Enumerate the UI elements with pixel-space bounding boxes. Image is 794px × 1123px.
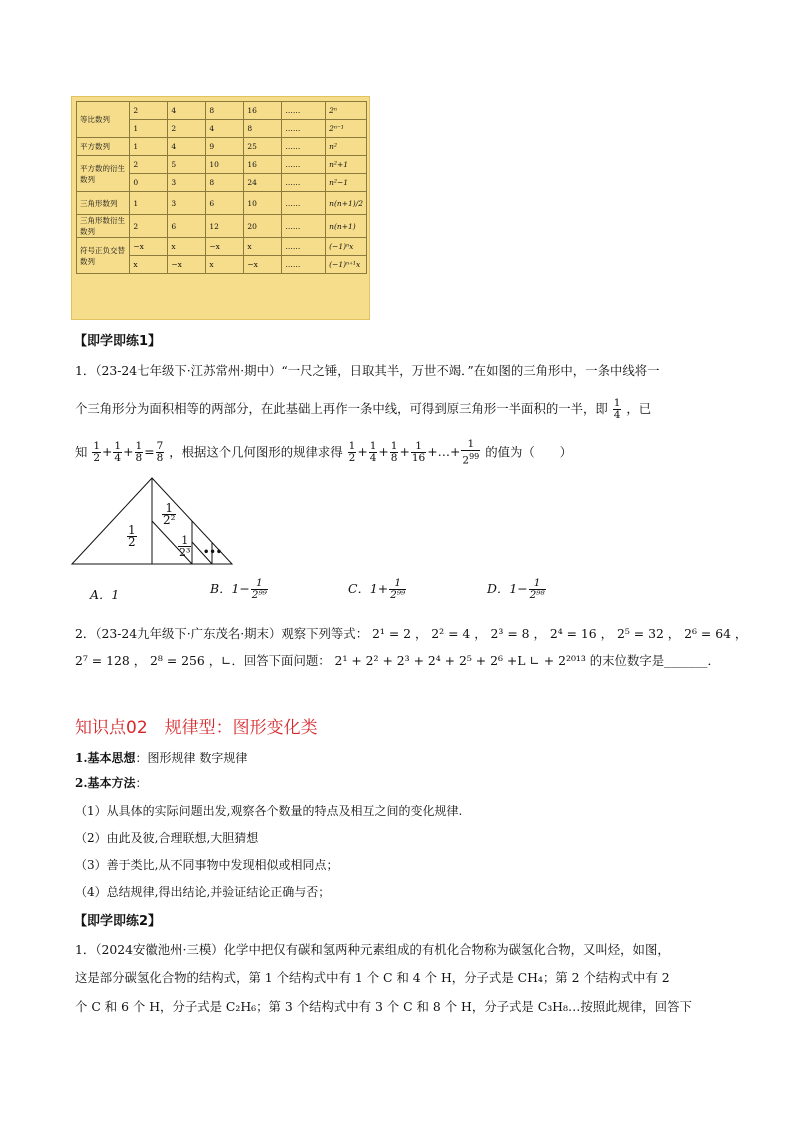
table-cell: 9 <box>206 138 244 156</box>
table-cell: …… <box>282 192 326 215</box>
table-formula: 2ⁿ <box>326 102 367 120</box>
p2-line3: 个 C 和 6 个 H，分子式是 C₂H₆；第 3 个结构式中有 3 个 C 和 8 个 H，分子式是 C₃H₈…按照此规律，回答下 <box>75 999 692 1014</box>
method-3: （3）善于类比,从不同事物中发现相似或相同点； <box>75 858 339 872</box>
table-category: 三角形数衍生数列 <box>77 215 130 238</box>
option-c[interactable]: C．1+ $\frac{1}{\text{2⁹⁹}}$ <box>348 577 406 601</box>
table-cell: −x <box>168 256 206 274</box>
table-row <box>77 192 367 215</box>
sequence-table-grid <box>76 101 367 274</box>
table-cell: −x <box>130 238 168 256</box>
table-cell: 20 <box>244 215 282 238</box>
table-row <box>77 238 367 256</box>
q1-line1: 1．（23-24七年级下·江苏常州·期中）“一尺之锤，日取其半，万世不竭．”在如图的三角形中，一条中线将一 <box>75 363 660 378</box>
table-cell: …… <box>282 238 326 256</box>
table-row <box>77 102 367 120</box>
q1-line2-tail: ，已 <box>626 401 652 416</box>
table-cell: …… <box>282 138 326 156</box>
fig-label-half: $\frac{1}{2}$ <box>128 523 136 549</box>
q1-line3-tail: 的值为（ ） <box>485 444 572 460</box>
basic-idea-text: ：图形规律 数字规律 <box>135 751 248 765</box>
table-formula: (−1)ⁿx <box>326 238 367 256</box>
method-4: （4）总结规律,得出结论,并验证结论正确与否； <box>75 885 331 899</box>
practice1-heading: 【即学即练1】 <box>74 334 162 349</box>
table-formula: n(n+1)/2 <box>326 192 367 215</box>
table-cell: x <box>244 238 282 256</box>
table-cell: −x <box>206 238 244 256</box>
equation-series: $\frac{1}{2}$ + $\frac{1}{4}$ + $\frac{1}{8}$ + $\frac{1}{16}$ +…+ $\frac{1}{2^{99}}$ <box>348 438 480 467</box>
table-cell: 2 <box>130 215 168 238</box>
option-b[interactable]: B．1− $\frac{1}{\text{2⁹⁹}}$ <box>210 577 267 601</box>
table-formula: n² <box>326 138 367 156</box>
table-formula: n²−1 <box>326 174 367 192</box>
table-cell: 4 <box>168 138 206 156</box>
table-cell: …… <box>282 102 326 120</box>
table-cell: 6 <box>206 192 244 215</box>
table-cell: 8 <box>244 120 282 138</box>
method-2: （2）由此及彼,合理联想,大胆猜想 <box>75 831 259 845</box>
table-category: 等比数列 <box>77 102 130 138</box>
table-cell: …… <box>282 256 326 274</box>
table-cell: 8 <box>206 174 244 192</box>
table-cell: 1 <box>130 192 168 215</box>
table-cell: 25 <box>244 138 282 156</box>
q1-line3 <box>75 439 572 467</box>
table-cell: 6 <box>168 215 206 238</box>
option-d[interactable]: D．1− $\frac{1}{\text{2⁹⁸}}$ <box>487 577 545 601</box>
table-cell: 2 <box>130 102 168 120</box>
table-cell: …… <box>282 120 326 138</box>
table-cell: 4 <box>206 120 244 138</box>
p2-line2: 这是部分碳氢化合物的结构式，第 1 个结构式中有 1 个 C 和 4 个 H，分子式是 CH₄；第 2 个结构式中有 2 <box>75 970 670 985</box>
fraction-one-quarter: $\frac{1}{4}$ <box>613 397 621 421</box>
table-cell: x <box>168 238 206 256</box>
table-row <box>77 215 367 238</box>
option-a[interactable]: A．1 <box>90 587 120 602</box>
table-formula: (−1)ⁿ⁺¹x <box>326 256 367 274</box>
section-title: 知识点02 规律型：图形变化类 <box>75 718 318 738</box>
q1-line3-mid: ，根据这个几何图形的规律求得 <box>169 444 343 460</box>
basic-idea <box>75 749 247 766</box>
equation-sum-eighths: $\frac{1}{2}$ + $\frac{1}{4}$ + $\frac{1}{8}$ = $\frac{7}{8}$ <box>93 440 164 465</box>
table-category: 平方数列 <box>77 138 130 156</box>
table-cell: 8 <box>206 102 244 120</box>
q1-line2-text: 个三角形分为面积相等的两部分，在此基础上再作一条中线，可得到原三角形一半面积的一半，即 <box>75 401 608 416</box>
table-cell: −x <box>244 256 282 274</box>
table-cell: 2 <box>130 156 168 174</box>
table-cell: 3 <box>168 174 206 192</box>
basic-method-label: 2.基本方法 <box>75 776 136 790</box>
p2-line1: 1．（2024安徽池州·三模）化学中把仅有碳和氢两种元素组成的有机化合物称为碳氢化合物，又叫烃，如图， <box>75 942 670 957</box>
table-cell: 16 <box>244 156 282 174</box>
table-row <box>77 156 367 174</box>
table-cell: 24 <box>244 174 282 192</box>
q1-line3-prefix: 知 <box>75 444 88 460</box>
table-cell: 5 <box>168 156 206 174</box>
table-formula: n²+1 <box>326 156 367 174</box>
sequence-table <box>71 96 370 320</box>
table-cell: x <box>206 256 244 274</box>
table-category: 符号正负交替数列 <box>77 238 130 274</box>
method-1: （1）从具体的实际问题出发,观察各个数量的特点及相互之间的变化规律. <box>75 804 463 818</box>
table-category: 平方数的衍生数列 <box>77 156 130 192</box>
table-cell: …… <box>282 215 326 238</box>
table-cell: 1 <box>130 138 168 156</box>
table-cell: 10 <box>244 192 282 215</box>
fig-label-dots: ••• <box>203 547 223 558</box>
table-cell: 16 <box>244 102 282 120</box>
table-category: 三角形数列 <box>77 192 130 215</box>
fig-label-eighth: $\frac{1}{\text{2³}}$ <box>179 534 191 559</box>
table-cell: x <box>130 256 168 274</box>
q2-line2: 2⁷ = 128 ， 2⁸ = 256 ，∟．回答下面问题： 2¹ + 2² + 2³ + 2⁴ + 2⁵ + 2⁶ +L ∟ + 2²⁰¹³ 的末位数字是_______． <box>75 653 720 668</box>
table-formula: 2ⁿ⁻¹ <box>326 120 367 138</box>
basic-method: 2.基本方法： <box>75 776 148 790</box>
table-cell: 2 <box>168 120 206 138</box>
table-row <box>77 138 367 156</box>
table-cell: 10 <box>206 156 244 174</box>
table-cell: …… <box>282 156 326 174</box>
table-cell: …… <box>282 174 326 192</box>
basic-idea-label: 1.基本思想 <box>75 751 136 765</box>
fig-label-quarter: $\frac{1}{\text{2²}}$ <box>163 501 176 527</box>
table-cell: 0 <box>130 174 168 192</box>
table-cell: 3 <box>168 192 206 215</box>
table-cell: 12 <box>206 215 244 238</box>
table-cell: 1 <box>130 120 168 138</box>
table-cell: 4 <box>168 102 206 120</box>
table-formula: n(n+1) <box>326 215 367 238</box>
q2-line1: 2．（23-24九年级下·广东茂名·期末）观察下列等式： 2¹ = 2 ， 2² = 4 ， 2³ = 8 ， 2⁴ = 16 ， 2⁵ = 32 ， 2⁶ = 64 ， <box>75 626 748 641</box>
practice2-heading: 【即学即练2】 <box>74 914 162 929</box>
q1-line2 <box>75 398 651 421</box>
